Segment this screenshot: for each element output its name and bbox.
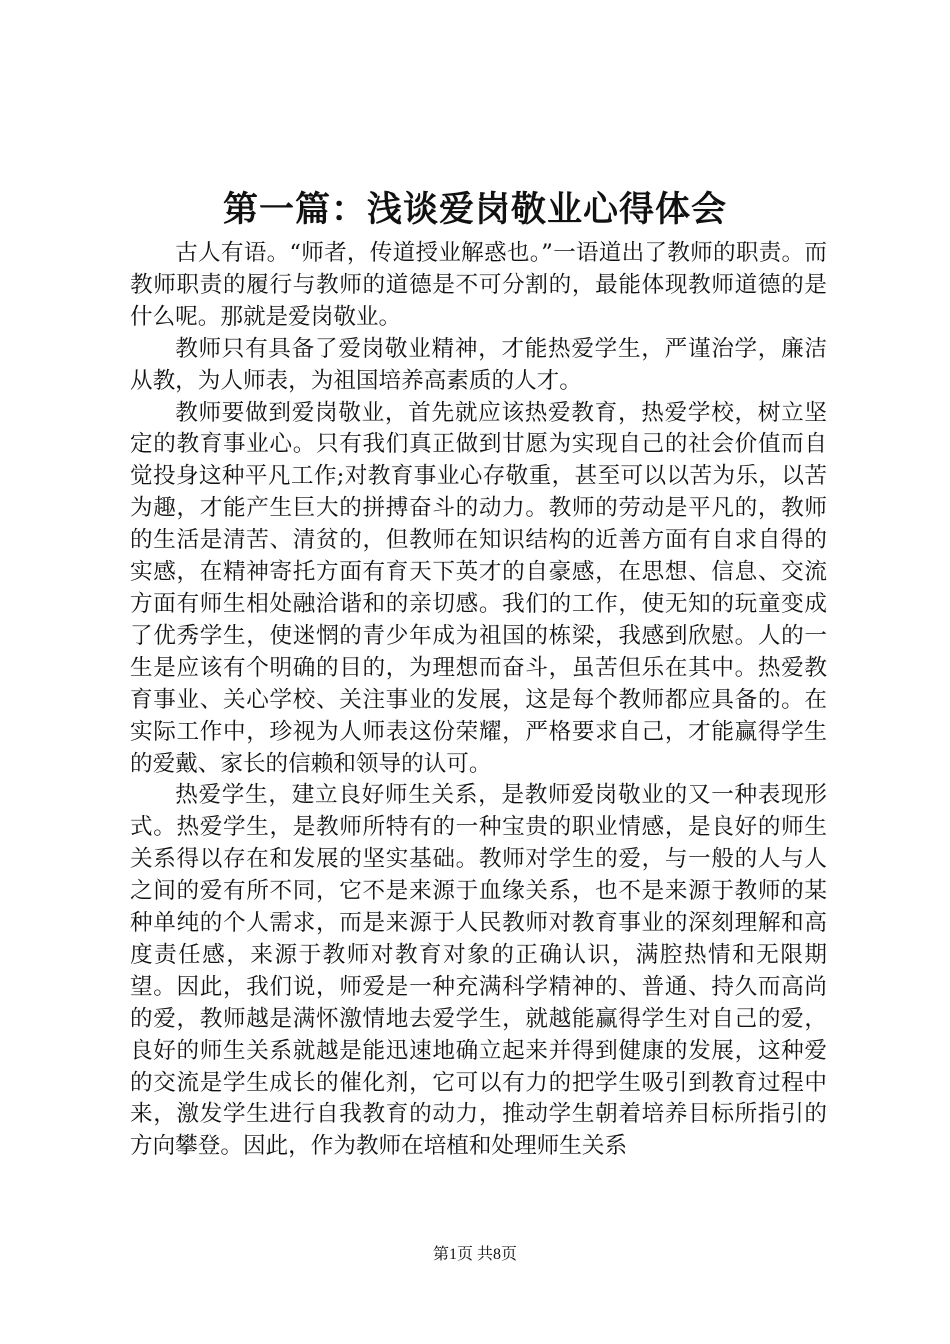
page-footer: 第1页 共8页 <box>432 1246 517 1263</box>
paragraph-1: 古人有语。“师者，传道授业解惑也。”一语道出了教师的职责。而教师职责的履行与教师的道德是不可分割的，最能体现教师道德的是什么呢。那就是爱岗敬业。 <box>130 240 827 330</box>
document-body <box>130 238 827 1163</box>
document-title: 第一篇：浅谈爱岗敬业心得体会 <box>222 190 727 230</box>
paragraph-2: 教师只有具备了爱岗敬业精神，才能热爱学生，严谨治学，廉洁从教，为人师表，为祖国培养高素质的人才。 <box>130 335 827 394</box>
paragraph-3: 教师要做到爱岗敬业，首先就应该热爱教育，热爱学校，树立坚定的教育事业心。只有我们真正做到甘愿为实现自己的社会价值而自觉投身这种平凡工作;对教育事业心存敬重，甚至可以以苦为乐，以苦为趣，才能产生巨大的拼搏奋斗的动力。教师的劳动是平凡的，教师的生活是清苦、清贫的，但教师在知识结构的近善方面有自求自得的实感，在精神寄托方面有育天下英才的自豪感，在思想、信息、交流方面有师生相处融洽谐和的亲切感。我们的工作，使无知的玩童变成了优秀学生，使迷惘的青少年成为祖国的栋梁，我感到欣慰。人的一生是应该有个明确的目的，为理想而奋斗，虽苦但乐在其中。热爱教育事业、关心学校、关注事业的发展，这是每个教师都应具备的。在实际工作中，珍视为人师表这份荣耀，严格要求自己，才能赢得学生的爱戴、家长的信赖和领导的认可。 <box>130 399 827 777</box>
paragraph-4: 热爱学生，建立良好师生关系，是教师爱岗敬业的又一种表现形式。热爱学生，是教师所特有的一种宝贵的职业情感，是良好的师生关系得以存在和发展的坚实基础。教师对学生的爱，与一般的人与人之间的爱有所不同，它不是来源于血缘关系，也不是来源于教师的某种单纯的个人需求，而是来源于人民教师对教育事业的深刻理解和高度责任感，来源于教师对教育对象的正确认识，满腔热情和无限期望。因此，我们说，师爱是一种充满科学精神的、普通、持久而高尚的爱，教师越是满怀激情地去爱学生，就越能赢得学生对自己的爱，良好的师生关系就越是能迅速地确立起来并得到健康的发展，这种爱的交流是学生成长的催化剂，它可以有力的把学生吸引到教育过程中来，激发学生进行自我教育的动力，推动学生朝着培养目标所指引的方向攀登。因此，作为教师在培植和处理师生关系 <box>130 782 827 1160</box>
